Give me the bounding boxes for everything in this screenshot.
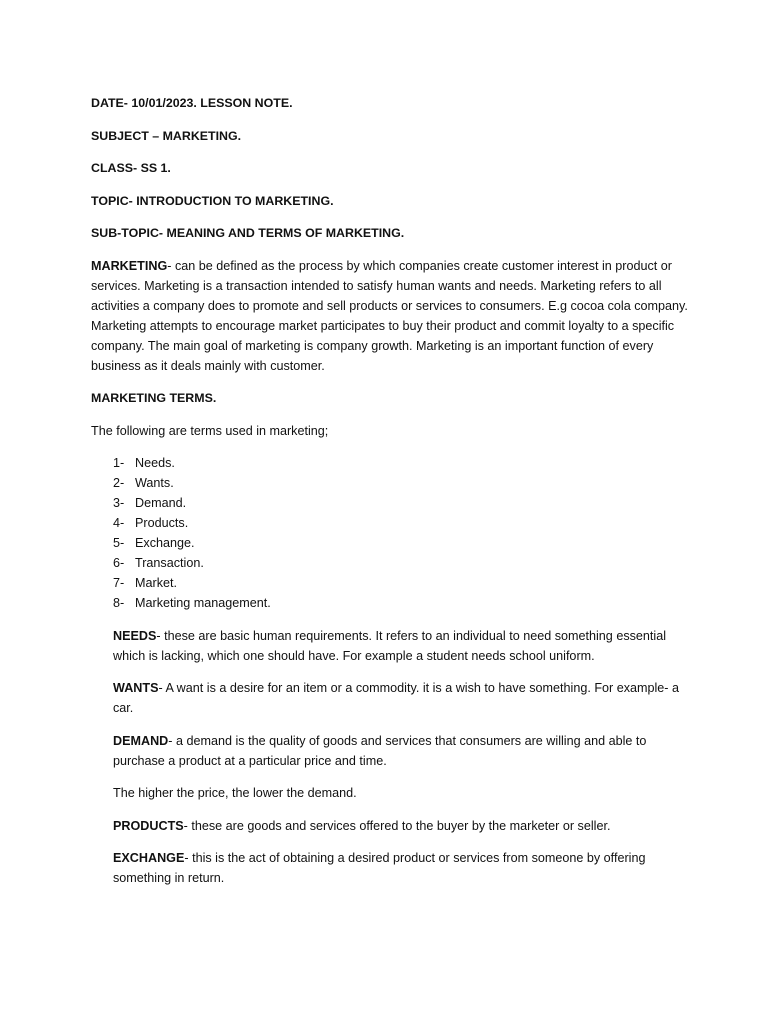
list-item-label: Marketing management.	[135, 596, 271, 610]
list-item-number: 3-	[113, 496, 125, 510]
list-item-label: Needs.	[135, 456, 175, 470]
class-line: CLASS- SS 1.	[91, 161, 171, 175]
list-item-number: 5-	[113, 536, 125, 550]
wants-definition	[91, 678, 691, 718]
needs-definition	[91, 626, 691, 666]
list-item	[113, 593, 691, 613]
products-term: PRODUCTS	[113, 818, 184, 833]
list-item-label: Wants.	[135, 476, 174, 490]
marketing-definition	[91, 256, 691, 376]
demand-definition-text: - a demand is the quality of goods and services that consumers are willing and able to purchase a product at a particular price and time.	[113, 733, 647, 768]
list-item-number: 4-	[113, 516, 125, 530]
list-item-label: Exchange.	[135, 536, 195, 550]
demand-term: DEMAND	[113, 733, 169, 748]
list-item	[113, 533, 691, 553]
products-definition-text: - these are goods and services offered to the buyer by the marketer or seller.	[183, 818, 611, 833]
subtopic-line: SUB-TOPIC- MEANING AND TERMS OF MARKETING.	[91, 226, 405, 240]
terms-list	[91, 453, 691, 613]
list-item	[113, 573, 691, 593]
exchange-definition	[91, 848, 691, 888]
wants-definition-text: - A want is a desire for an item or a commodity. it is a wish to have something. For example- a car.	[113, 681, 680, 715]
list-item	[113, 493, 691, 513]
list-item	[113, 453, 691, 473]
subject-line: SUBJECT – MARKETING.	[91, 128, 242, 143]
terms-intro: The following are terms used in marketing;	[91, 423, 329, 438]
list-item-number: 1-	[113, 456, 125, 470]
exchange-definition-text: - this is the act of obtaining a desired product or services from someone by offering something in return.	[113, 851, 646, 885]
list-item-number: 6-	[113, 556, 125, 570]
marketing-definition-text: - can be defined as the process by which companies create customer interest in product or services. Marketing is a transaction intended to satisfy human wants and needs. Marketing refers to all activities a company does to promote and sell products or services to consumers. E.g cocoa cola company. Marketing attempts to encourage market participates to buy their product and commit loyalty to a specific company. The main goal of marketing is company growth. Marketing is an important function of every business as it deals mainly with customer.	[91, 258, 688, 373]
date-line: DATE- 10/01/2023. LESSON NOTE.	[91, 96, 293, 110]
products-definition	[91, 816, 691, 836]
demand-note: The higher the price, the lower the demand.	[113, 786, 357, 800]
list-item-label: Market.	[135, 576, 177, 590]
list-item-label: Demand.	[135, 496, 187, 510]
exchange-term: EXCHANGE	[113, 851, 185, 865]
list-item-number: 2-	[113, 476, 125, 490]
terms-heading: MARKETING TERMS.	[91, 391, 217, 405]
wants-term: WANTS	[113, 681, 159, 695]
needs-term: NEEDS	[113, 628, 157, 643]
topic-line: TOPIC- INTRODUCTION TO MARKETING.	[91, 193, 334, 208]
marketing-term: MARKETING	[91, 258, 168, 273]
list-item	[113, 473, 691, 493]
needs-definition-text: - these are basic human requirements. It refers to an individual to need something essential which is lacking, which one should have. For example a student needs school uniform.	[113, 628, 667, 663]
lesson-note-body	[91, 93, 691, 901]
demand-definition	[91, 731, 691, 771]
list-item	[113, 553, 691, 573]
list-item-number: 8-	[113, 596, 125, 610]
list-item-label: Transaction.	[135, 556, 204, 570]
list-item	[113, 513, 691, 533]
list-item-number: 7-	[113, 576, 125, 590]
list-item-label: Products.	[135, 516, 189, 530]
